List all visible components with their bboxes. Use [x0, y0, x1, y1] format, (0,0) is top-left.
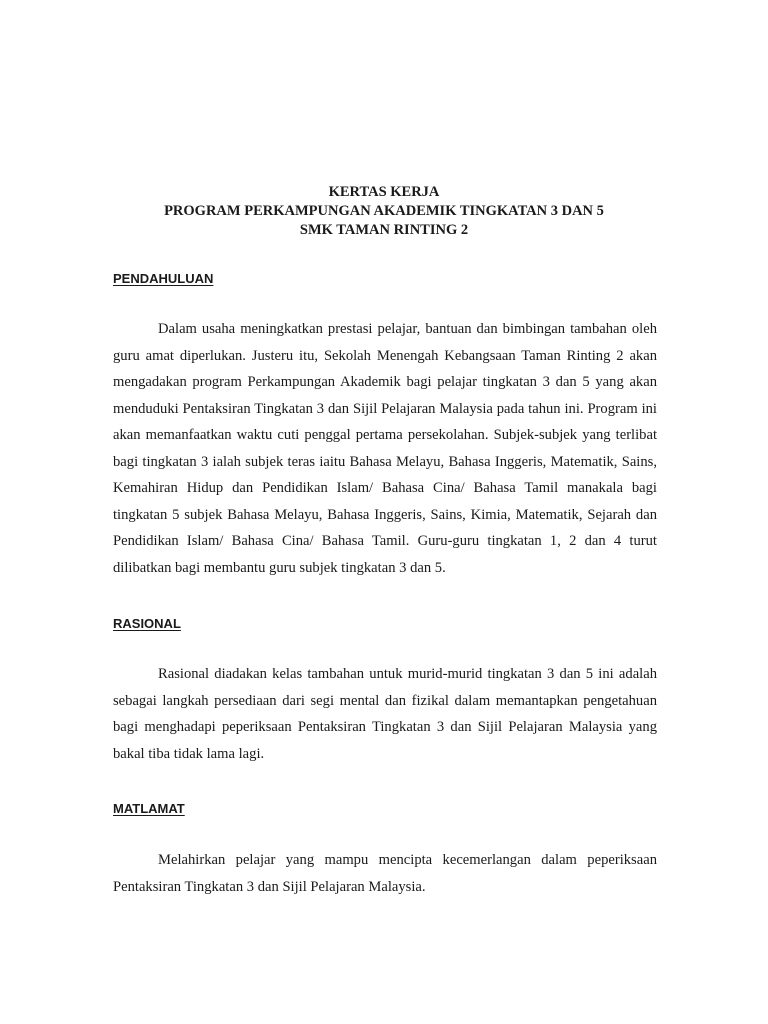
- section-body-pendahuluan: Dalam usaha meningkatkan prestasi pelajar, bantuan dan bimbingan tambahan oleh guru amat diperlukan. Justeru itu, Sekolah Menengah Kebangsaan Taman Rinting 2 akan mengadakan program Perkampungan Akademik bagi pelajar tingkatan 3 dan 5 yang akan menduduki Pentaksiran Tingkatan 3 dan Sijil Pelajaran Malaysia pada tahun ini. Program ini akan memanfaatkan waktu cuti penggal pertama persekolahan. Subjek-subjek yang terlibat bagi tingkatan 3 ialah subjek teras iaitu Bahasa Melayu, Bahasa Inggeris, Matematik, Sains, Kemahiran Hidup dan Pendidikan Islam/ Bahasa Cina/ Bahasa Tamil manakala bagi tingkatan 5 subjek Bahasa Melayu, Bahasa Inggeris, Sains, Kimia, Matematik, Sejarah dan Pendidikan Islam/ Bahasa Cina/ Bahasa Tamil. Guru-guru tingkatan 1, 2 dan 4 turut dilibatkan bagi membantu guru subjek tingkatan 3 dan 5.: [113, 321, 657, 576]
- section-heading-matlamat: MATLAMAT: [113, 801, 185, 816]
- document-title: [0, 183, 768, 240]
- title-line-program: PROGRAM PERKAMPUNGAN AKADEMIK TINGKATAN 3 DAN 5: [164, 203, 604, 219]
- section-body-matlamat: Melahirkan pelajar yang mampu mencipta kecemerlangan dalam peperiksaan Pentaksiran Tingkatan 3 dan Sijil Pelajaran Malaysia.: [113, 852, 657, 895]
- section-heading-pendahuluan: PENDAHULUAN: [113, 271, 214, 286]
- title-line-kertas-kerja: KERTAS KERJA: [328, 184, 440, 200]
- title-line-school: SMK TAMAN RINTING 2: [299, 222, 469, 238]
- section-body-rasional: Rasional diadakan kelas tambahan untuk murid-murid tingkatan 3 dan 5 ini adalah sebagai langkah persediaan dari segi mental dan fizikal dalam memantapkan pengetahuan bagi menghadapi peperiksaan Pentaksiran Tingkatan 3 dan Sijil Pelajaran Malaysia yang bakal tiba tidak lama lagi.: [113, 666, 657, 762]
- section-heading-rasional: RASIONAL: [113, 616, 181, 631]
